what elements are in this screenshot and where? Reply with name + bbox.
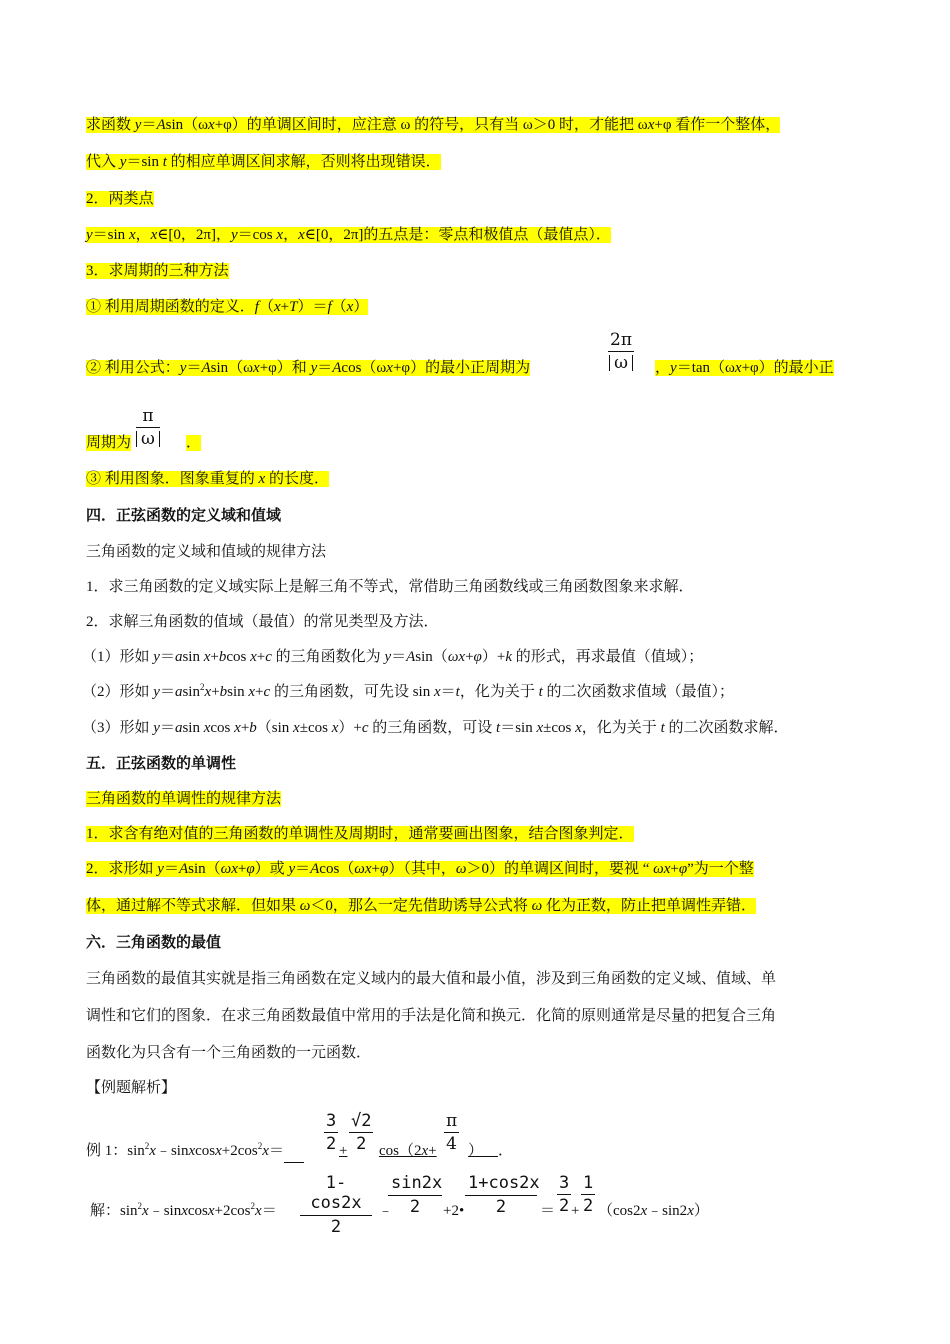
solution-tail: （cos2x﹣sin2x） <box>598 1203 709 1219</box>
fraction-2pi-over-abs-omega: $\frac{2\pi}{\omega}$ <box>610 330 632 373</box>
example-1-frac-sqrt2-2: $\frac{√2}{2}$ <box>351 1111 372 1154</box>
section-5-para-2: 1．求含有绝对值的三角函数的单调性及周期时，通常要画出图象，结合图象判定． <box>86 826 634 842</box>
section-5-para-4: 体，通过解不等式求解．但如果 ω＜0，那么一定先借助诱导公式将 ω 化为正数，防止把单调性弄错． <box>86 898 756 914</box>
solution-minus: ﹣ <box>378 1203 394 1219</box>
solution-frac-1-2: $\frac{1}{2}$ <box>583 1173 594 1216</box>
section-6-heading: 六．三角函数的最值 <box>86 935 222 951</box>
line-monotonic-note-1: 求函数 y＝Asin（ωx+φ）的单调区间时，应注意 ω 的符号，只有当 ω＞0 时，才能把 ωx+φ 看作一个整体， <box>86 117 781 133</box>
line-period-method-3: ③ 利用图象．图象重复的 x 的长度． <box>86 471 329 487</box>
section-4-type-1: （1）形如 y＝asin x+bcos x+c 的三角函数化为 y＝Asin（ωx+φ）+k 的形式，再求最值（值域）； <box>82 649 704 665</box>
line-period-method-2-cont: 周期为 <box>86 435 132 451</box>
example-1-cos-a: cos（2x+ <box>379 1143 437 1159</box>
line-five-points: y＝sin x，x∈[0，2π]，y＝cos x，x∈[0，2π]的五点是：零点和极值点（最值点）． <box>86 227 611 243</box>
section-4-type-3: （3）形如 y＝asin xcos x+b（sin x±cos x）+c 的三角函数，可设 t＝sin x±cos x，化为关于 t 的二次函数求解． <box>82 720 789 736</box>
section-4-para-3: 2．求解三角函数的值域（最值）的常见类型及方法． <box>86 614 439 630</box>
solution-frac-1-minus-cos2x: $\frac{1-\cos 2x}{2}$ <box>300 1173 372 1237</box>
example-1-question: 例 1：$\sin^2x﹣sinxcosx+2\cos^2x=$ <box>86 1140 304 1163</box>
solution-equals: ＝ <box>540 1203 556 1219</box>
section-4-para-2: 1．求三角函数的定义域实际上是解三角不等式，常借助三角函数线或三角函数图象来求解． <box>86 579 694 595</box>
section-5-para-1: 三角函数的单调性的规律方法 <box>86 791 282 807</box>
fraction-pi-over-abs-omega: $\frac{\pi}{\omega}$ <box>136 406 160 449</box>
example-1-frac-pi-4: $\frac{\pi}{4}$ <box>446 1111 458 1154</box>
section-5-heading: 五．正弦函数的单调性 <box>86 756 237 772</box>
section-5-para-3: 2．求形如 y＝Asin（ωx+φ）或 y＝Acos（ωx+φ）（其中，ω＞0）的单调区间时，要视 “ ωx+φ”为一个整 <box>86 861 754 877</box>
solution-frac-3-2: $\frac{3}{2}$ <box>559 1173 570 1216</box>
section-6-para-1: 三角函数的最值其实就是指三角函数在定义域内的最大值和最小值，涉及到三角函数的定义域、值域、单 <box>86 971 777 987</box>
line-monotonic-note-2: 代入 y＝sin t 的相应单调区间求解，否则将出现错误． <box>86 154 441 170</box>
example-1-plus: + <box>339 1143 348 1159</box>
line-period-methods-title: 3．求周期的三种方法 <box>86 263 229 279</box>
section-4-para-1: 三角函数的定义域和值域的规律方法 <box>86 544 327 560</box>
solution-plus-2: +2• <box>443 1203 465 1219</box>
section-6-para-2: 调性和它们的图象．在求三角函数最值中常用的手法是化简和换元．化简的原则通常是尽量的把复合三角 <box>86 1008 777 1024</box>
example-1-frac-3-2: $\frac{3}{2}$ <box>326 1111 337 1154</box>
line-period-method-1: ① 利用周期函数的定义．f（x+T）＝f（x） <box>86 299 369 315</box>
section-4-heading: 四．正弦函数的定义域和值域 <box>86 508 282 524</box>
example-heading: 【例题解析】 <box>86 1080 177 1096</box>
section-4-type-2: （2）形如 y＝asin$^2$x+bsin x+c 的三角函数，可先设 sin x＝t，化为关于 t 的二次函数求值域（最值）； <box>82 682 735 700</box>
section-6-para-3: 函数化为只含有一个三角函数的一元函数． <box>86 1045 372 1061</box>
line-period-method-2-tan: ，y＝tan（ωx+φ）的最小正 <box>655 360 834 376</box>
solution-frac-1-plus-cos2x: $\frac{1+\cos 2x}{2}$ <box>465 1173 537 1217</box>
line-period-method-2-end: ． <box>186 435 202 451</box>
solution-plus-3: + <box>571 1203 580 1219</box>
line-two-points-title: 2．两类点 <box>86 191 154 207</box>
example-1-solution-lhs: 解：$\sin^2x﹣sinxcosx+2\cos^2x=$ <box>90 1201 277 1219</box>
example-1-cos-close: ） ． <box>468 1143 514 1159</box>
line-period-method-2: ② 利用公式：y＝Asin（ωx+φ）和 y＝Acos（ωx+φ）的最小正周期为 <box>86 360 531 376</box>
solution-frac-sin2x: $\frac{\sin 2x}{2}$ <box>388 1173 442 1217</box>
